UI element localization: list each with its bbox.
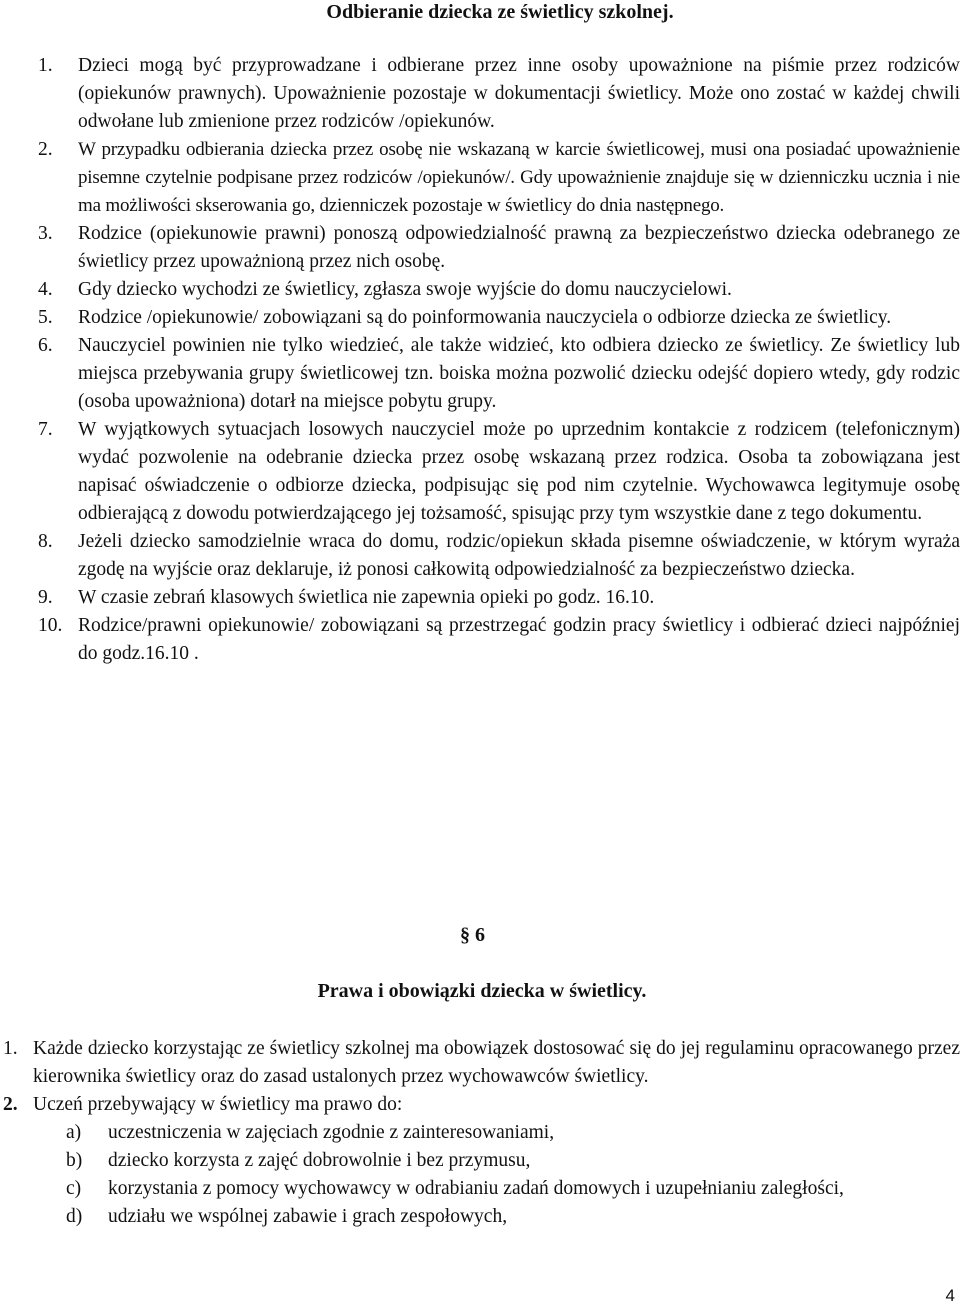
list-item: [38, 304, 960, 332]
item-letter: b): [66, 1150, 83, 1171]
item-number: 6.: [38, 335, 53, 356]
item-text: Gdy dziecko wychodzi ze świetlicy, zgłasza swoje wyjście do domu nauczycielowi.: [78, 279, 732, 300]
item-number: 2.: [38, 139, 53, 160]
list-item: [0, 1035, 960, 1091]
item-text: Rodzice/prawni opiekunowie/ zobowiązani są przestrzegać godzin pracy świetlicy i odbierać dzieci najpóźniej do godz.16.10 .: [78, 615, 960, 664]
item-text: Uczeń przebywający w świetlicy ma prawo do:: [33, 1094, 403, 1115]
list-item: [38, 52, 960, 136]
item-number: 10.: [38, 615, 63, 636]
section-title-rights: Prawa i obowiązki dziecka w świetlicy.: [317, 980, 647, 1002]
item-number: 5.: [38, 307, 53, 328]
sublist-item: [33, 1203, 960, 1231]
item-text: korzystania z pomocy wychowawcy w odrabianiu zadań domowych i uzupełnianiu zaległości,: [108, 1178, 844, 1199]
item-number: 1.: [3, 1038, 18, 1059]
item-number: 9.: [38, 587, 53, 608]
list-item: [38, 584, 960, 612]
item-text: W przypadku odbierania dziecka przez osobę nie wskazaną w karcie świetlicowej, musi ona posiadać upoważnienie pisemne czytelnie podpisane przez rodziców /opiekunów/. Gdy upoważnienie znajduje się w dzienniczku ucznia i nie ma możliwości skserowania go, dzienniczek pozostaje w świetlicy do dnia następnego.: [78, 139, 960, 216]
rights-sublist: [33, 1119, 960, 1231]
item-text: Rodzice (opiekunowie prawni) ponoszą odpowiedzialność prawną za bezpieczeństwo dziecka odebranego ze świetlicy przez upoważnioną przez nich osobę.: [78, 223, 960, 272]
item-text: dziecko korzysta z zajęć dobrowolnie i bez przymusu,: [108, 1150, 531, 1171]
item-text: udziału we wspólnej zabawie i grach zespołowych,: [108, 1206, 508, 1227]
item-text: Każde dziecko korzystając ze świetlicy szkolnej ma obowiązek dostosować się do jej regulaminu opracowanego przez kierownika świetlicy oraz do zasad ustalonych przez wychowawców świetlicy.: [33, 1038, 960, 1087]
item-number: 4.: [38, 279, 53, 300]
item-text: W czasie zebrań klasowych świetlica nie zapewnia opieki po godz. 16.10.: [78, 587, 655, 608]
list-item: [0, 1091, 960, 1231]
item-number: 8.: [38, 531, 53, 552]
section-number: § 6: [460, 924, 485, 946]
item-text: Dzieci mogą być przyprowadzane i odbierane przez inne osoby upoważnione na piśmie przez rodziców (opiekunów prawnych). Upoważnienie pozostaje w dokumentacji świetlicy. Może ono zostać w każdej chwili odwołane lub zmienione przez rodziców /opiekunów.: [78, 55, 960, 132]
list-item: [38, 416, 960, 528]
list-item: [38, 276, 960, 304]
item-number: 3.: [38, 223, 53, 244]
item-text: uczestniczenia w zajęciach zgodnie z zainteresowaniami,: [108, 1122, 555, 1143]
item-text: Rodzice /opiekunowie/ zobowiązani są do poinformowania nauczyciela o odbiorze dziecka ze świetlicy.: [78, 307, 892, 328]
rights-list: [0, 1035, 960, 1231]
pickup-rules-list: [38, 52, 960, 668]
section-title-pickup: Odbieranie dziecka ze świetlicy szkolnej.: [326, 1, 674, 23]
list-item: [38, 136, 960, 220]
sublist-item: [33, 1147, 960, 1175]
item-letter: a): [66, 1122, 82, 1143]
item-number: 2.: [3, 1094, 18, 1115]
item-text: Jeżeli dziecko samodzielnie wraca do domu, rodzic/opiekun składa pisemne oświadczenie, w którym wyraża zgodę na wyjście oraz deklaruje, iż ponosi całkowitą odpowiedzialność za bezpieczeństwo dziecka.: [78, 531, 960, 580]
list-item: [38, 332, 960, 416]
sublist-item: [33, 1119, 960, 1147]
item-text: W wyjątkowych sytuacjach losowych nauczyciel może po uprzednim kontakcie z rodzicem (telefonicznym) wydać pozwolenie na odebranie dziecka przez osobę wskazaną przez rodzica. Osoba ta zobowiązana jest napisać oświadczenie o odbiorze dziecka, podpisując się pod nim czytelnie. Wychowawca legitymuje osobę odbierającą z dowodu potwierdzającego jej tożsamość, spisując przy tym wszystkie dane z tego dokumentu.: [78, 419, 960, 524]
item-number: 1.: [38, 55, 53, 76]
item-letter: d): [66, 1206, 83, 1227]
item-letter: c): [66, 1178, 82, 1199]
item-number: 7.: [38, 419, 53, 440]
item-text: Nauczyciel powinien nie tylko wiedzieć, ale także widzieć, kto odbiera dziecko ze świetlicy. Ze świetlicy lub miejsca przebywania grupy świetlicowej tzn. boiska można pozwolić dziecku odejść dopiero wtedy, gdy rodzic (osoba upoważniona) dotarł na miejsce pobytu grupy.: [78, 335, 960, 412]
list-item: [38, 612, 960, 668]
page-number: 4: [945, 1286, 955, 1305]
sublist-item: [33, 1175, 960, 1203]
list-item: [38, 220, 960, 276]
list-item: [38, 528, 960, 584]
